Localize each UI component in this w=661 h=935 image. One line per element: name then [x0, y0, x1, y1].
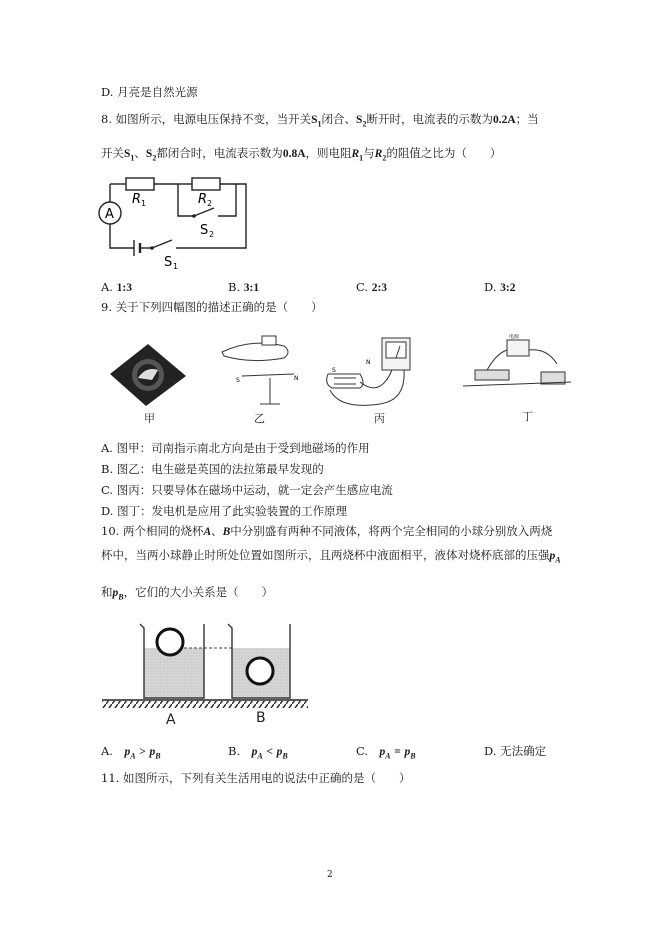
svg-text:S: S: [236, 377, 240, 384]
q10-option-b: B. $p_A < p_B$: [228, 744, 288, 761]
r2-sub: 2: [207, 199, 213, 208]
q9-option-d: D. 图丁：发电机是应用了此实验装置的工作原理: [101, 504, 348, 518]
q8-option-d: D. 3:2: [484, 280, 516, 294]
caption-bing: 丙: [374, 412, 385, 425]
s1-sub: 1: [173, 262, 179, 270]
caption-ding: 丁: [522, 410, 533, 423]
s2-label: S: [200, 223, 209, 238]
r2-label: R: [198, 192, 208, 207]
q8-circuit-diagram: [96, 170, 256, 270]
figure-yi-oersted: [212, 330, 302, 410]
beaker-b-label: B: [256, 710, 266, 726]
svg-text:N: N: [366, 359, 371, 366]
q9-stem: 9. 关于下列四幅图的描述正确的是（ ）: [101, 300, 323, 314]
ammeter-symbol: A: [105, 207, 114, 222]
svg-text:电源: 电源: [509, 334, 520, 340]
q8-stem-line2: 开关$S_1$、$S_2$都闭合时，电流表示数为0.8A，则电阻$R_1$与$R_2$的阻值之比为（ ）: [101, 146, 502, 163]
q10-stem-line1: 10. 两个相同的烧杯A、B中分别盛有两种不同液体，将两个完全相同的小球分别放入两烧: [101, 524, 553, 538]
figure-jia-compass: [102, 340, 192, 410]
page-number: 2: [327, 870, 333, 880]
s1-label: S: [164, 255, 173, 270]
svg-text:N: N: [294, 375, 299, 382]
beaker-a-label: A: [166, 712, 176, 728]
q8-option-b: B. 3:1: [228, 280, 260, 294]
figure-bing-induction: [320, 334, 430, 412]
svg-text:S: S: [332, 367, 336, 374]
q10-beakers-figure: [100, 616, 310, 728]
q10-option-c: C. $p_A = p_B$: [356, 744, 416, 761]
caption-jia: 甲: [144, 412, 155, 425]
s2-sub: 2: [209, 230, 215, 239]
r1-sub: 1: [141, 199, 147, 208]
figure-ding-motor: [455, 334, 575, 406]
r1-label: R: [132, 192, 142, 207]
q11-stem: 11. 如图所示，下列有关生活用电的说法中正确的是（ ）: [101, 771, 411, 785]
q9-option-a: A. 图甲：司南指示南北方向是由于受到地磁场的作用: [101, 441, 370, 455]
q8-option-a: A. 1:3: [101, 280, 132, 294]
q9-option-c: C. 图丙：只要导体在磁场中运动，就一定会产生感应电流: [101, 483, 393, 497]
q7-option-d: D. 月亮是自然光源: [101, 85, 198, 99]
q10-option-d: D. 无法确定: [484, 744, 547, 758]
q10-option-a: A. $p_A > p_B$: [101, 744, 161, 761]
q10-stem-line2: 杯中，当两小球静止时所处位置如图所示，且两烧杯中液面相平，液体对烧杯底部的压强$p_A$: [101, 548, 561, 565]
caption-yi: 乙: [254, 412, 265, 425]
q8-stem-line1: 8. 如图所示，电源电压保持不变，当开关$S_1$闭合、$S_2$断开时，电流表的示数为0.2A；当: [101, 112, 539, 129]
q10-stem-line3: 和$p_B$，它们的大小关系是（ ）: [101, 585, 274, 602]
q9-option-b: B. 图乙：电生磁是英国的法拉第最早发现的: [101, 462, 324, 476]
q8-option-c: C. 2:3: [356, 280, 388, 294]
